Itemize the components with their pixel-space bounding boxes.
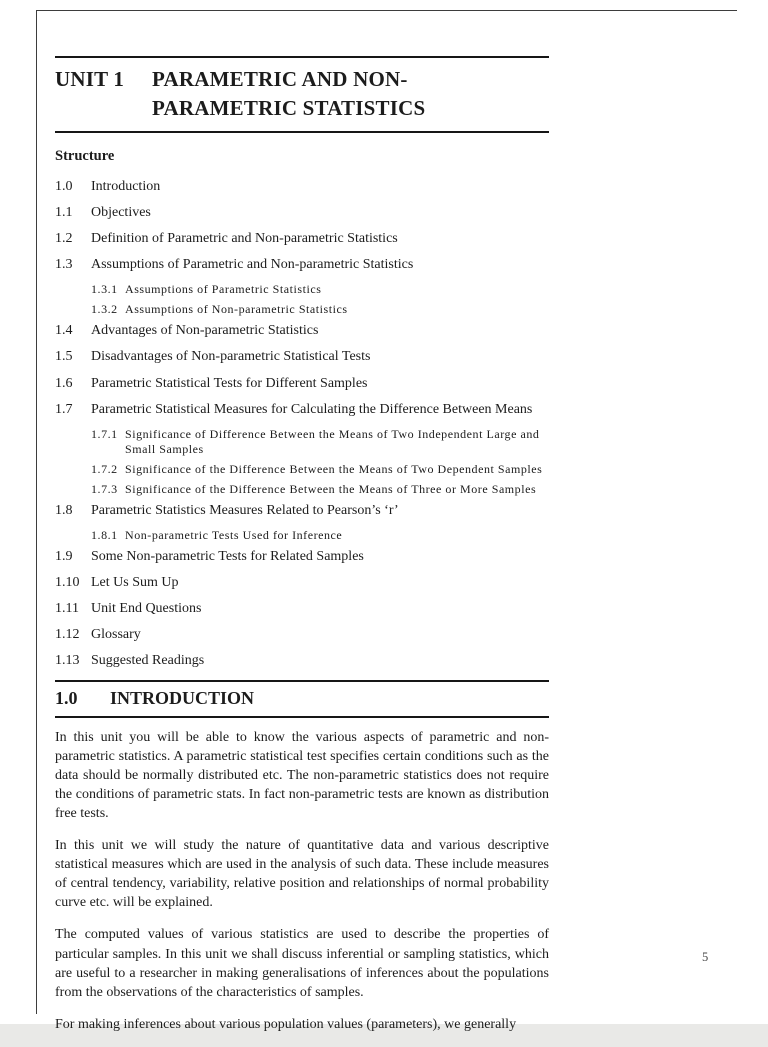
- title-bottom-rule: [55, 131, 549, 133]
- top-margin-rule: [36, 10, 737, 11]
- toc-item: [55, 204, 549, 221]
- unit-title-text: [152, 65, 425, 122]
- toc-item-label: Introduction: [91, 179, 161, 195]
- toc-item: [55, 178, 549, 195]
- table-of-contents: [55, 178, 549, 669]
- toc-item-label: Advantages of Non-parametric Statistics: [91, 323, 319, 339]
- toc-item-label: Unit End Questions: [91, 600, 202, 616]
- unit-title-line1: PARAMETRIC AND NON-: [152, 67, 408, 91]
- toc-subitem-number: 1.3.2: [91, 302, 118, 317]
- toc-item: [55, 548, 549, 565]
- toc-subitem-label: Significance of Difference Between the Means of Two Independent Large and Small Samples: [125, 426, 540, 456]
- toc-subitem: [55, 302, 549, 317]
- toc-item-label: Let Us Sum Up: [91, 574, 179, 590]
- toc-item-number: 1.4: [55, 323, 73, 339]
- paragraph: In this unit you will be able to know the various aspects of parametric and non-parametric statistics. A parametric statistical test specifies certain conditions such as the data should be normally distributed etc. The non-parametric statistics does not require the conditions of parametric stats. In fact non-parametric tests are known as distribution free tests.: [55, 730, 549, 822]
- toc-subitem-number: 1.7.3: [91, 481, 118, 496]
- toc-subitem-number: 1.7.1: [91, 426, 118, 441]
- toc-subitem: [55, 528, 549, 543]
- unit-title-line2: PARAMETRIC STATISTICS: [152, 95, 426, 120]
- section-heading: [55, 688, 549, 709]
- section-bottom-rule: [55, 716, 549, 718]
- toc-item: [55, 401, 549, 418]
- toc-item-number: 1.6: [55, 375, 73, 391]
- page-number: 5: [702, 950, 709, 964]
- toc-subitem: [55, 462, 549, 477]
- toc-subitem: [55, 482, 549, 497]
- toc-item-label: Parametric Statistical Measures for Calculating the Difference Between Means: [91, 401, 533, 417]
- toc-item-number: 1.9: [55, 548, 73, 564]
- toc-item-label: Disadvantages of Non-parametric Statistical Tests: [91, 349, 371, 365]
- toc-item: [55, 502, 549, 519]
- title-top-rule: [55, 56, 549, 58]
- toc-subitem-label: Non-parametric Tests Used for Inference: [125, 527, 343, 542]
- toc-item-number: 1.3: [55, 257, 73, 273]
- toc-subitem: [55, 427, 549, 457]
- toc-item-number: 1.10: [55, 574, 80, 590]
- toc-item-number: 1.13: [55, 653, 80, 669]
- page-content: [55, 56, 549, 1047]
- toc-item-number: 1.11: [55, 600, 79, 616]
- toc-item-label: Parametric Statistics Measures Related to Pearson’s ‘r’: [91, 502, 399, 518]
- unit-number: UNIT 1: [55, 67, 125, 91]
- toc-item-number: 1.0: [55, 179, 73, 195]
- toc-subitem-number: 1.8.1: [91, 527, 118, 542]
- toc-item-label: Suggested Readings: [91, 653, 205, 669]
- toc-item-number: 1.7: [55, 401, 73, 417]
- toc-item-number: 1.12: [55, 627, 80, 643]
- toc-item-label: Objectives: [91, 205, 151, 221]
- toc-item-label: Parametric Statistical Tests for Different Samples: [91, 375, 368, 391]
- toc-item: [55, 375, 549, 392]
- toc-item: [55, 652, 549, 669]
- paragraph: In this unit we will study the nature of quantitative data and various descriptive statistical measures which are used in the analysis of such data. These include measures of central tendency, variability, relative position and relationships of normal probability curve etc. will be explained.: [55, 838, 549, 911]
- toc-item-number: 1.8: [55, 502, 73, 518]
- section-top-rule: [55, 680, 549, 682]
- toc-subitem-label: Significance of the Difference Between the Means of Two Dependent Samples: [125, 461, 543, 476]
- toc-item-label: Some Non-parametric Tests for Related Samples: [91, 548, 364, 564]
- toc-subitem-label: Significance of the Difference Between the Means of Three or More Samples: [125, 481, 537, 496]
- toc-item: [55, 230, 549, 247]
- toc-item-number: 1.2: [55, 231, 73, 247]
- section-title: INTRODUCTION: [110, 688, 255, 709]
- toc-subitem-number: 1.7.2: [91, 461, 118, 476]
- toc-subitem: [55, 282, 549, 297]
- toc-subitem-label: Assumptions of Non-parametric Statistics: [125, 302, 348, 317]
- toc-item-number: 1.5: [55, 349, 73, 365]
- toc-item-number: 1.1: [55, 205, 73, 221]
- toc-item-label: Definition of Parametric and Non-parametric Statistics: [91, 231, 398, 247]
- structure-heading: Structure: [55, 148, 115, 165]
- toc-subitem-label: Assumptions of Parametric Statistics: [125, 282, 322, 297]
- section-number: 1.0: [55, 688, 78, 709]
- left-margin-rule: [36, 10, 37, 1014]
- toc-item: [55, 322, 549, 339]
- toc-item: [55, 256, 549, 273]
- body-text: [55, 728, 549, 1033]
- unit-title: [55, 65, 549, 122]
- section-introduction: [55, 680, 549, 718]
- toc-item: [55, 348, 549, 365]
- toc-subitem-number: 1.3.1: [91, 282, 118, 297]
- toc-item-label: Glossary: [91, 627, 141, 643]
- toc-item-label: Assumptions of Parametric and Non-parametric Statistics: [91, 257, 414, 273]
- paragraph: For making inferences about various population values (parameters), we generally: [55, 1016, 517, 1032]
- toc-item: [55, 600, 549, 617]
- toc-item: [55, 626, 549, 643]
- toc-item: [55, 574, 549, 591]
- paragraph: The computed values of various statistics are used to describe the properties of particular samples. In this unit we shall discuss inferential or sampling statistics, which are useful to a researcher in making generalisations of inferences about the populations from the observations of the characteristics of samples.: [55, 927, 549, 1000]
